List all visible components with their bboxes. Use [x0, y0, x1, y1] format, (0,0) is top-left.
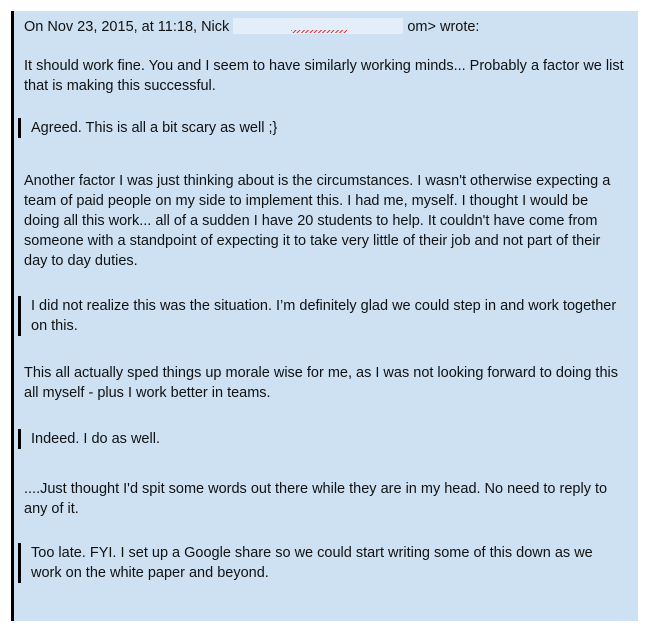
- inline-reply: Indeed. I do as well.: [18, 429, 624, 449]
- quoted-email-panel: [11, 11, 638, 621]
- email-header-suffix: om> wrote:: [407, 19, 480, 35]
- email-paragraph: This all actually sped things up morale wise for me, as I was not looking forward to doing this all myself - plus I work better in teams.: [24, 365, 618, 401]
- inline-reply: Agreed. This is all a bit scary as well ;}: [18, 118, 624, 138]
- email-paragraph: It should work fine. You and I seem to have similarly working minds... Probably a factor we list that is making this successful.: [24, 58, 624, 94]
- spellcheck-underline: [291, 30, 347, 33]
- inline-reply: Too late. FYI. I set up a Google share so we could start writing some of this down as we work on the white paper and beyond.: [18, 543, 624, 583]
- email-paragraph: Another factor I was just thinking about is the circumstances. I wasn't otherwise expecting a team of paid people on my side to implement this. I had me, myself. I thought I would be doing all this work... all of a sudden I have 20 students to help. It couldn't have come from someone with a standpoint of expecting it to take very little of their job and not part of their day to day duties.: [24, 173, 611, 269]
- email-paragraph: ....Just thought I'd spit some words out there while they are in my head. No need to reply to any of it.: [24, 481, 608, 517]
- inline-reply: I did not realize this was the situation. I’m definitely glad we could step in and work together on this.: [18, 296, 624, 336]
- redacted-email-address: [233, 18, 403, 34]
- email-header-line: [24, 17, 624, 37]
- email-header-prefix: On Nov 23, 2015, at 11:18, Nick: [24, 19, 230, 35]
